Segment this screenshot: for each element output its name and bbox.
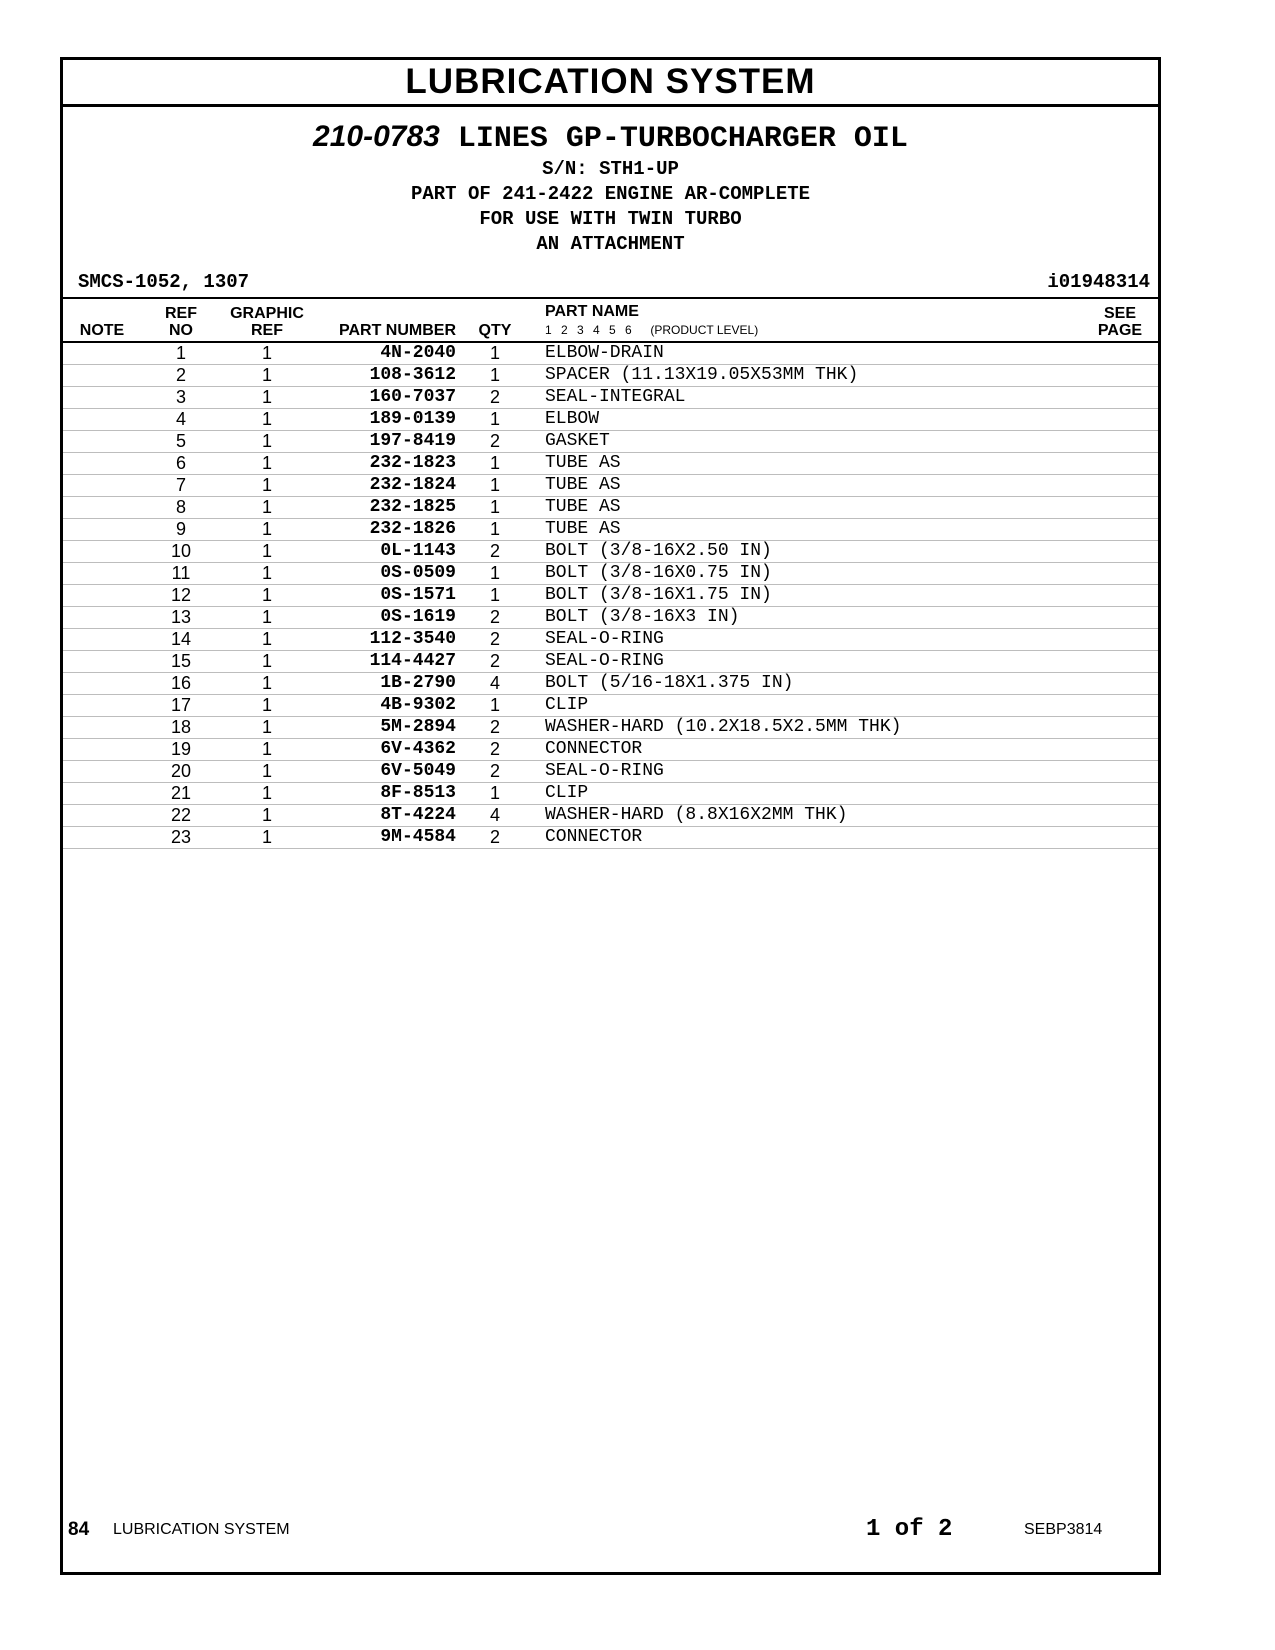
table-row [63,541,1158,563]
section-title: LUBRICATION SYSTEM [63,60,1158,107]
product-level-numbers: 1 2 3 4 5 6 [545,323,632,337]
graphic-ref-cell: 1 [221,342,313,365]
qty-cell: 4 [460,805,530,827]
part-number-cell: 4B-9302 [313,695,460,717]
part-name-cell: WASHER-HARD (8.8X16X2MM THK) [530,805,1082,827]
part-number-cell: 0S-0509 [313,563,460,585]
note-cell [63,563,141,585]
note-cell [63,695,141,717]
note-cell [63,365,141,387]
note-cell [63,519,141,541]
qty-cell: 1 [460,563,530,585]
usage-note: FOR USE WITH TWIN TURBO [479,208,742,230]
see-page-cell [1082,475,1158,497]
part-number-cell: 4N-2040 [313,342,460,365]
part-number-cell: 0L-1143 [313,541,460,563]
see-page-cell [1082,541,1158,563]
qty-cell: 2 [460,541,530,563]
part-name-cell: TUBE AS [530,519,1082,541]
ref-cell: 18 [141,717,221,739]
qty-cell: 2 [460,431,530,453]
ref-cell: 6 [141,453,221,475]
document-id: SEBP3814 [1024,1521,1103,1538]
note-cell [63,431,141,453]
graphic-ref-cell: 1 [221,431,313,453]
qty-cell: 1 [460,783,530,805]
see-page-cell [1082,651,1158,673]
qty-cell: 2 [460,827,530,849]
part-name-cell: BOLT (3/8-16X1.75 IN) [530,585,1082,607]
note-cell [63,717,141,739]
col-graphic-top: GRAPHIC [230,305,304,322]
table-row [63,453,1158,475]
graphic-ref-cell: 1 [221,761,313,783]
ref-cell: 10 [141,541,221,563]
qty-cell: 1 [460,497,530,519]
graphic-ref-cell: 1 [221,629,313,651]
note-cell [63,739,141,761]
see-page-cell [1082,563,1158,585]
product-levels [545,322,1082,339]
see-page-cell [1082,739,1158,761]
table-row [63,673,1158,695]
table-row [63,431,1158,453]
ref-cell: 11 [141,563,221,585]
part-name-cell: CONNECTOR [530,827,1082,849]
illustration-id: i01948314 [1047,271,1150,293]
graphic-ref-cell: 1 [221,673,313,695]
ref-cell: 20 [141,761,221,783]
group-title [63,119,1158,157]
ref-cell: 17 [141,695,221,717]
table-row [63,783,1158,805]
graphic-ref-cell: 1 [221,387,313,409]
see-page-cell [1082,607,1158,629]
table-row [63,365,1158,387]
note-cell [63,409,141,431]
part-number-cell: 197-8419 [313,431,460,453]
note-cell [63,475,141,497]
ref-cell: 5 [141,431,221,453]
col-part-number: PART NUMBER [313,299,460,342]
footer-section: LUBRICATION SYSTEM [113,1521,290,1538]
see-page-cell [1082,761,1158,783]
qty-cell: 1 [460,342,530,365]
part-name-cell: ELBOW [530,409,1082,431]
see-page-cell [1082,387,1158,409]
table-row [63,519,1158,541]
qty-cell: 2 [460,387,530,409]
graphic-ref-cell: 1 [221,739,313,761]
part-name-cell: SEAL-O-RING [530,651,1082,673]
col-ref-no [141,299,221,342]
table-row [63,342,1158,365]
table-row [63,739,1158,761]
ref-cell: 2 [141,365,221,387]
col-qty: QTY [460,299,530,342]
product-level-label: (PRODUCT LEVEL) [650,323,759,337]
see-page-cell [1082,717,1158,739]
graphic-ref-cell: 1 [221,409,313,431]
col-note: NOTE [63,299,141,342]
graphic-ref-cell: 1 [221,453,313,475]
part-number-cell: 108-3612 [313,365,460,387]
col-see-bottom: PAGE [1097,322,1143,339]
note-cell [63,497,141,519]
meta-row [63,267,1158,299]
table-row [63,409,1158,431]
part-number-cell: 114-4427 [313,651,460,673]
part-number-cell: 1B-2790 [313,673,460,695]
attachment-note: AN ATTACHMENT [536,233,685,255]
graphic-ref-cell: 1 [221,475,313,497]
table-row [63,387,1158,409]
note-cell [63,541,141,563]
table-row [63,475,1158,497]
see-page-cell [1082,827,1158,849]
part-name-cell: BOLT (3/8-16X0.75 IN) [530,563,1082,585]
part-name-cell: SEAL-O-RING [530,761,1082,783]
graphic-ref-cell: 1 [221,541,313,563]
graphic-ref-cell: 1 [221,497,313,519]
see-page-cell [1082,453,1158,475]
table-row [63,497,1158,519]
col-see-top: SEE [1103,305,1136,322]
part-name-cell: BOLT (5/16-18X1.375 IN) [530,673,1082,695]
table-row [63,651,1158,673]
ref-cell: 7 [141,475,221,497]
part-number-cell: 5M-2894 [313,717,460,739]
qty-cell: 2 [460,651,530,673]
part-number-cell: 232-1825 [313,497,460,519]
see-page-cell [1082,695,1158,717]
graphic-ref-cell: 1 [221,365,313,387]
part-number-cell: 9M-4584 [313,827,460,849]
ref-cell: 21 [141,783,221,805]
qty-cell: 2 [460,607,530,629]
part-number-cell: 6V-4362 [313,739,460,761]
ref-cell: 1 [141,342,221,365]
part-name-cell: BOLT (3/8-16X2.50 IN) [530,541,1082,563]
qty-cell: 1 [460,519,530,541]
part-number-cell: 0S-1619 [313,607,460,629]
ref-cell: 12 [141,585,221,607]
table-row [63,629,1158,651]
graphic-ref-cell: 1 [221,695,313,717]
table-row [63,717,1158,739]
col-part-name-label: PART NAME [545,303,639,320]
table-row [63,563,1158,585]
graphic-ref-cell: 1 [221,585,313,607]
part-number-cell: 8F-8513 [313,783,460,805]
note-cell [63,607,141,629]
page-of: 1 of 2 [866,1516,953,1543]
table-row [63,607,1158,629]
ref-cell: 19 [141,739,221,761]
part-number-cell: 0S-1571 [313,585,460,607]
ref-cell: 13 [141,607,221,629]
note-cell [63,783,141,805]
part-name-cell: SEAL-O-RING [530,629,1082,651]
ref-cell: 15 [141,651,221,673]
graphic-ref-cell: 1 [221,827,313,849]
part-name-cell: TUBE AS [530,475,1082,497]
see-page-cell [1082,629,1158,651]
qty-cell: 2 [460,629,530,651]
col-ref-bottom: NO [169,322,193,339]
ref-cell: 4 [141,409,221,431]
ref-cell: 8 [141,497,221,519]
parent-assembly: PART OF 241-2422 ENGINE AR-COMPLETE [410,183,811,205]
note-cell [63,761,141,783]
page-number: 84 [68,1519,90,1540]
qty-cell: 1 [460,475,530,497]
parts-table-body [63,342,1158,849]
note-cell [63,342,141,365]
graphic-ref-cell: 1 [221,563,313,585]
part-name-cell: CLIP [530,695,1082,717]
qty-cell: 2 [460,761,530,783]
part-name-cell: CONNECTOR [530,739,1082,761]
part-name-cell: WASHER-HARD (10.2X18.5X2.5MM THK) [530,717,1082,739]
see-page-cell [1082,805,1158,827]
part-name-cell: SEAL-INTEGRAL [530,387,1082,409]
part-name-cell: SPACER (11.13X19.05X53MM THK) [530,365,1082,387]
ref-cell: 16 [141,673,221,695]
part-number-cell: 8T-4224 [313,805,460,827]
qty-cell: 1 [460,585,530,607]
part-number-cell: 112-3540 [313,629,460,651]
see-page-cell [1082,365,1158,387]
qty-cell: 1 [460,409,530,431]
graphic-ref-cell: 1 [221,783,313,805]
table-header-row [63,299,1158,342]
graphic-ref-cell: 1 [221,519,313,541]
qty-cell: 1 [460,453,530,475]
col-see-page [1082,299,1158,342]
part-name-cell: ELBOW-DRAIN [530,342,1082,365]
ref-cell: 3 [141,387,221,409]
table-row [63,761,1158,783]
see-page-cell [1082,409,1158,431]
qty-cell: 1 [460,695,530,717]
parts-table [63,299,1158,849]
part-number-cell: 6V-5049 [313,761,460,783]
graphic-ref-cell: 1 [221,651,313,673]
qty-cell: 1 [460,365,530,387]
col-part-name [530,299,1082,342]
serial-range: S/N: STH1-UP [542,158,679,180]
group-number: 210-0783 [313,120,440,153]
table-row [63,695,1158,717]
page-frame [60,57,1161,1575]
part-number-cell: 232-1823 [313,453,460,475]
graphic-ref-cell: 1 [221,607,313,629]
table-row [63,827,1158,849]
note-cell [63,651,141,673]
note-cell [63,629,141,651]
part-name-cell: GASKET [530,431,1082,453]
see-page-cell [1082,342,1158,365]
note-cell [63,585,141,607]
see-page-cell [1082,783,1158,805]
part-name-cell: CLIP [530,783,1082,805]
smcs-code: SMCS-1052, 1307 [78,271,250,293]
ref-cell: 22 [141,805,221,827]
see-page-cell [1082,497,1158,519]
note-cell [63,387,141,409]
qty-cell: 2 [460,739,530,761]
part-number-cell: 189-0139 [313,409,460,431]
group-name: LINES GP-TURBOCHARGER OIL [457,122,908,156]
ref-cell: 14 [141,629,221,651]
part-number-cell: 232-1824 [313,475,460,497]
table-row [63,585,1158,607]
col-graphic-bottom: REF [251,322,283,339]
qty-cell: 2 [460,717,530,739]
see-page-cell [1082,519,1158,541]
qty-cell: 4 [460,673,530,695]
group-header [63,107,1158,257]
col-graphic-ref [221,299,313,342]
part-name-cell: TUBE AS [530,497,1082,519]
see-page-cell [1082,673,1158,695]
note-cell [63,827,141,849]
part-name-cell: BOLT (3/8-16X3 IN) [530,607,1082,629]
graphic-ref-cell: 1 [221,717,313,739]
note-cell [63,805,141,827]
note-cell [63,453,141,475]
part-number-cell: 160-7037 [313,387,460,409]
part-name-cell: TUBE AS [530,453,1082,475]
see-page-cell [1082,431,1158,453]
col-ref-top: REF [165,305,197,322]
see-page-cell [1082,585,1158,607]
table-row [63,805,1158,827]
ref-cell: 23 [141,827,221,849]
graphic-ref-cell: 1 [221,805,313,827]
part-number-cell: 232-1826 [313,519,460,541]
ref-cell: 9 [141,519,221,541]
note-cell [63,673,141,695]
